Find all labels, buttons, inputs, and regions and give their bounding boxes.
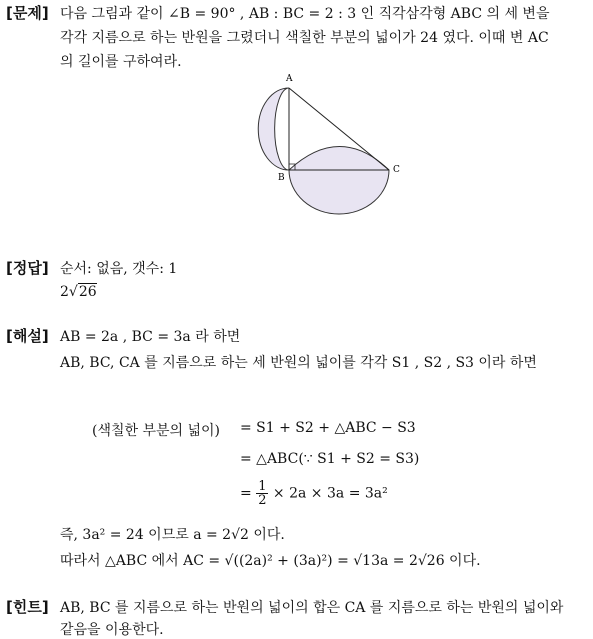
hint-line-2: 같음을 이용한다.: [60, 622, 164, 638]
label-b: B: [278, 173, 285, 183]
fraction-numerator: 1: [258, 479, 267, 494]
answer-radicand: 26: [78, 284, 97, 300]
answer-value: 2√26: [60, 284, 97, 300]
hint-line-1: AB, BC 를 지름으로 하는 반원의 넓이의 합은 CA 를 지름으로 하는 반원의 넓이와: [60, 600, 564, 616]
solution-eq2: = △ABC(∵ S1 + S2 = S3): [240, 451, 420, 467]
semicircle-triangle-figure: [240, 68, 410, 228]
solution-eq1-right: = S1 + S2 + △ABC − S3: [240, 420, 416, 436]
problem-line-1: 다음 그림과 같이 ∠B = 90° , AB : BC = 2 : 3 인 직각삼각형 ABC 의 세 변을: [60, 6, 550, 22]
problem-line-3: 의 길이를 구하여라.: [60, 54, 182, 70]
solution-eq3: [240, 480, 388, 507]
answer-meta: 순서: 없음, 갯수: 1: [60, 261, 178, 277]
fraction-one-half: [256, 480, 268, 507]
label-a: A: [286, 74, 293, 84]
hint-label: [힌트]: [6, 598, 49, 616]
problem-label: [문제]: [6, 4, 49, 22]
solution-line-7: 따라서 △ABC 에서 AC = √((2a)² + (3a)²) = √13a = 2√26 이다.: [60, 553, 481, 569]
label-c: C: [393, 165, 400, 175]
solution-eq3-rest: × 2a × 3a = 3a²: [272, 485, 388, 502]
answer-label: [정답]: [6, 259, 49, 277]
semicircle-ab-shaded: [258, 88, 289, 170]
solution-eq3-prefix: =: [240, 485, 252, 502]
solution-line-2: AB, BC, CA 를 지름으로 하는 세 반원의 넓이를 각각 S1 , S2 , S3 이라 하면: [60, 355, 537, 371]
solution-eq1-left: (색칠한 부분의 넓이): [92, 423, 221, 439]
problem-line-2: 각각 지름으로 하는 반원을 그렸더니 색칠한 부분의 넓이가 24 였다. 이때 변 AC: [60, 30, 549, 46]
solution-line-6: 즉, 3a² = 24 이므로 a = 2√2 이다.: [60, 527, 285, 543]
fraction-denominator: 2: [258, 493, 267, 508]
answer-coefficient: 2: [60, 284, 69, 300]
semicircle-bc-shaded: [289, 147, 389, 215]
solution-label: [해설]: [6, 327, 49, 345]
solution-line-1: AB = 2a , BC = 3a 라 하면: [60, 329, 241, 345]
